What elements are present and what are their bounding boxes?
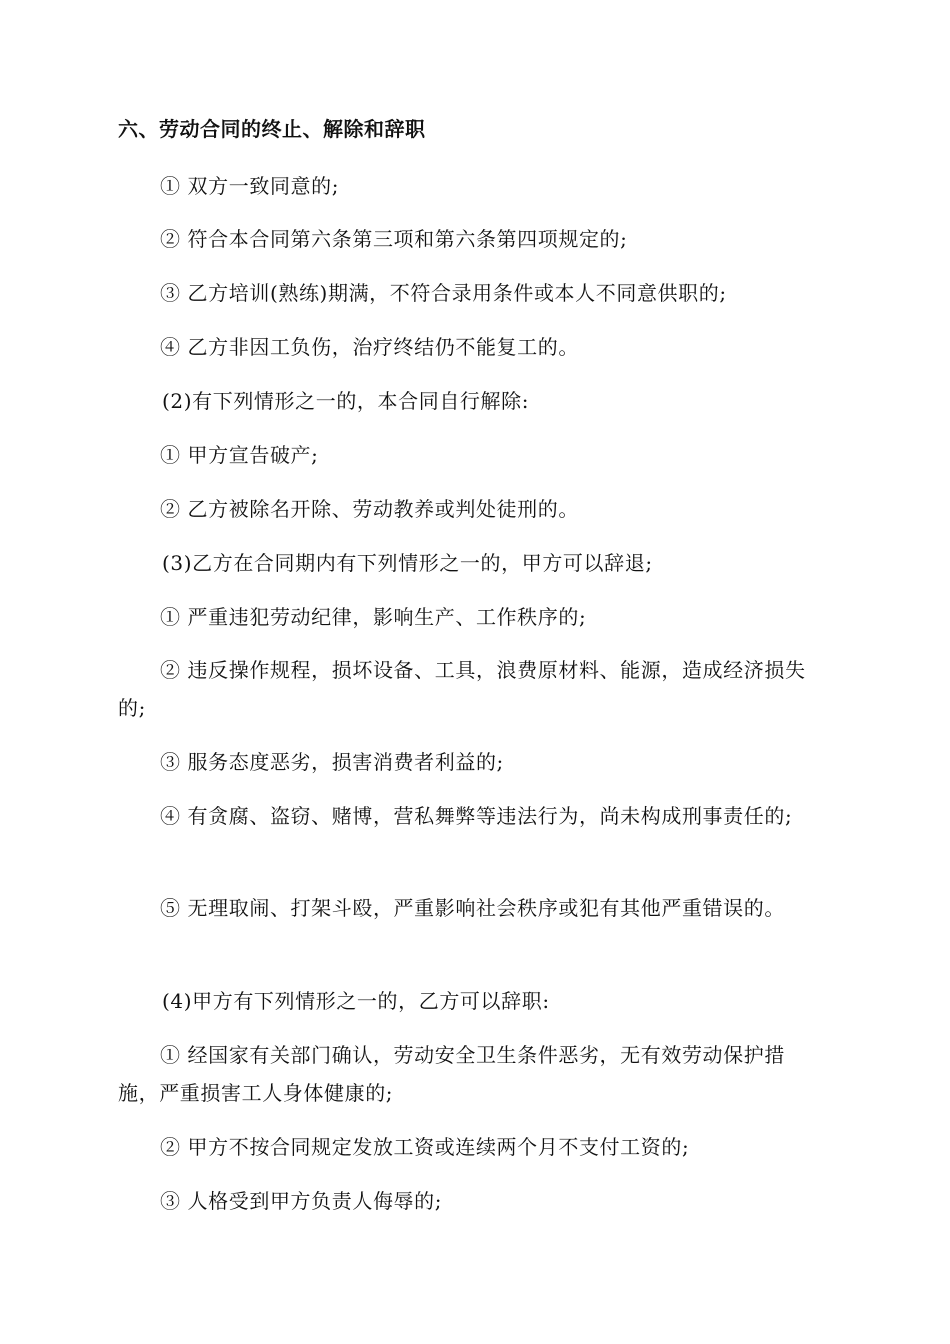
paragraph: ① 甲方宣告破产; (160, 443, 319, 467)
paragraph: ② 甲方不按合同规定发放工资或连续两个月不支付工资的; (160, 1135, 690, 1159)
paragraph: ② 符合本合同第六条第三项和第六条第四项规定的; (160, 227, 628, 251)
paragraph: ② 违反操作规程，损坏设备、工具，浪费原材料、能源，造成经济损失的; (118, 658, 806, 720)
paragraph: ③ 乙方培训(熟练)期满，不符合录用条件或本人不同意供职的; (160, 281, 727, 305)
paragraph: (4)甲方有下列情形之一的，乙方可以辞职: (162, 989, 550, 1013)
paragraph: ④ 有贪腐、盗窃、赌博，营私舞弊等违法行为，尚未构成刑事责任的; (160, 804, 793, 828)
paragraph: ⑤ 无理取闹、打架斗殴，严重影响社会秩序或犯有其他严重错误的。 (160, 896, 785, 920)
paragraph: ① 经国家有关部门确认，劳动安全卫生条件恶劣，无有效劳动保护措施，严重损害工人身体健康的; (118, 1043, 785, 1105)
section-heading: 六、劳动合同的终止、解除和辞职 (118, 117, 426, 141)
paragraph: ③ 服务态度恶劣，损害消费者利益的; (160, 750, 504, 774)
paragraph: ④ 乙方非因工负伤，治疗终结仍不能复工的。 (160, 335, 579, 359)
paragraph: ① 双方一致同意的; (160, 174, 340, 198)
paragraph: ② 乙方被除名开除、劳动教养或判处徒刑的。 (160, 497, 579, 521)
paragraph: ① 严重违犯劳动纪律，影响生产、工作秩序的; (160, 605, 587, 629)
paragraph: (2)有下列情形之一的，本合同自行解除: (162, 389, 530, 413)
paragraph: (3)乙方在合同期内有下列情形之一的，甲方可以辞退; (162, 551, 653, 575)
paragraph: ③ 人格受到甲方负责人侮辱的; (160, 1189, 443, 1213)
